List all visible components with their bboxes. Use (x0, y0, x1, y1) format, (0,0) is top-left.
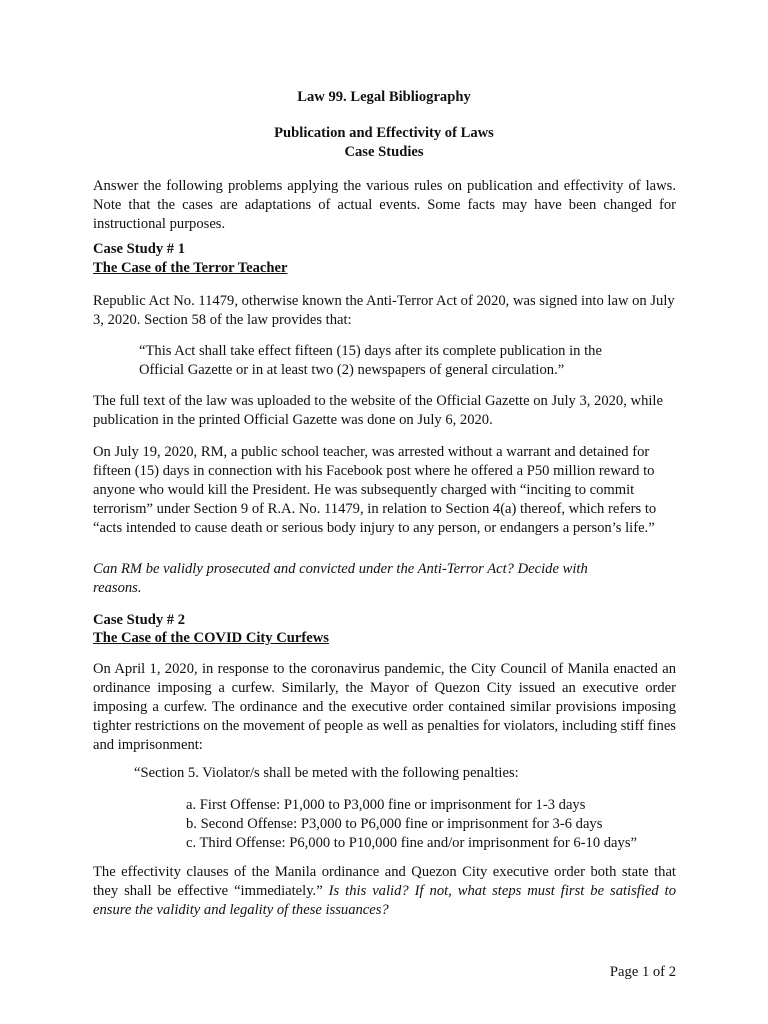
case1-quote (139, 342, 659, 380)
case1-quote-line-2: Official Gazette or in at least two (2) newspapers of general circulation.” (139, 362, 565, 378)
penalty-item: c. Third Offense: P6,000 to P10,000 fine and/or imprisonment for 6-10 days” (186, 835, 637, 851)
case1-label: Case Study # 1 (93, 241, 186, 257)
topic-line-1: Publication and Effectivity of Laws (274, 125, 494, 141)
case1-paragraph-1: Republic Act No. 11479, otherwise known the Anti-Terror Act of 2020, was signed into law on July 3, 2020. Section 58 of the law provides that: (93, 293, 675, 328)
course-title: Law 99. Legal Bibliography (297, 89, 471, 105)
case2-question: Is this valid? If not, what steps must first be satisfied to ensure the validity and legality of these issuances? (93, 883, 676, 918)
case2-label: Case Study # 2 (93, 612, 186, 628)
case1-quote-line-1: “This Act shall take effect fifteen (15) days after its complete publication in the (139, 343, 602, 359)
case2-paragraph-1: On April 1, 2020, in response to the coronavirus pandemic, the City Council of Manila enacted an ordinance imposing a curfew. Similarly, the Mayor of Quezon City issued an executive order imposing a curfew. The ordinance and the executive order contained similar provisions imposing tighter restrictions on the movement of people as well as penalties for violators, including stiff fines and imprisonment: (93, 661, 676, 753)
penalties-list (186, 796, 686, 853)
case1-question: Can RM be validly prosecuted and convicted under the Anti-Terror Act? Decide with reasons. (93, 561, 588, 596)
penalty-item: a. First Offense: P1,000 to P3,000 fine or imprisonment for 1-3 days (186, 797, 586, 813)
document-title (0, 124, 768, 162)
topic-line-2: Case Studies (344, 144, 424, 160)
case2-quote-heading: “Section 5. Violator/s shall be meted with the following penalties: (134, 765, 519, 781)
case2-paragraph-2 (93, 863, 676, 920)
intro-paragraph: Answer the following problems applying the various rules on publication and effectivity of laws. Note that the cases are adaptations of actual events. Some facts may have been changed for instructional purposes. (93, 178, 676, 232)
case1-paragraph-2: The full text of the law was uploaded to the website of the Official Gazette on July 3, 2020, while publication in the printed Official Gazette was done on July 6, 2020. (93, 393, 663, 428)
case2-paragraph-2-text: The effectivity clauses of the Manila ordinance and Quezon City executive order both state that they shall be effective “immediately.” (93, 864, 676, 899)
case2-title: The Case of the COVID City Curfews (93, 630, 329, 646)
penalty-item: b. Second Offense: P3,000 to P6,000 fine or imprisonment for 3-6 days (186, 816, 603, 832)
case1-paragraph-3: On July 19, 2020, RM, a public school teacher, was arrested without a warrant and detained for fifteen (15) days in connection with his Facebook post where he offered a P50 million reward to anyone who would kill the President. He was subsequently charged with “inciting to commit terrorism” under Section 9 of R.A. No. 11479, in relation to Section 4(a) thereof, which refers to “acts intended to cause death or serious body injury to any person, or endangers a person’s life.” (93, 444, 657, 536)
page-number: Page 1 of 2 (609, 964, 676, 980)
case1-title: The Case of the Terror Teacher (93, 260, 288, 276)
